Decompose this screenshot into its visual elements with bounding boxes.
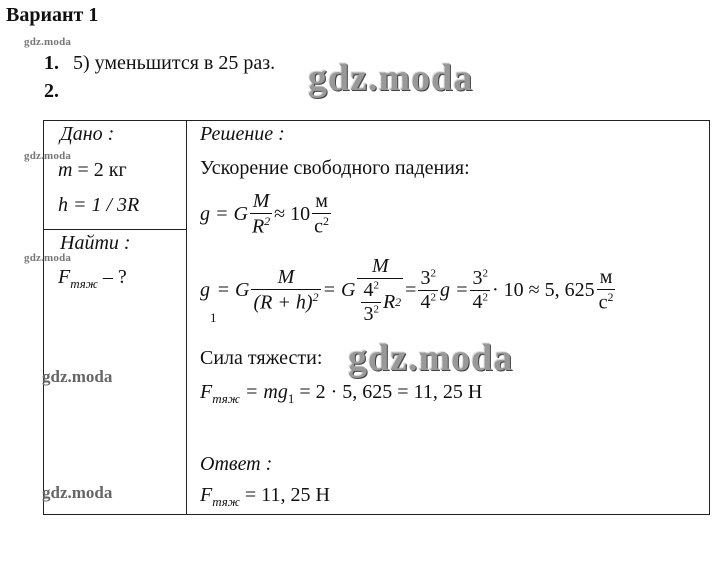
acceleration-heading: Ускорение свободного падения: [200, 157, 470, 179]
table-right-border [709, 120, 710, 515]
variant-title: Вариант 1 [6, 4, 99, 26]
item-text: 5) уменьшится в 25 раз. [73, 52, 276, 74]
answer-label: Ответ : [200, 453, 273, 475]
table-column-divider [186, 120, 187, 515]
given-find-divider [43, 229, 186, 230]
watermark: gdz.moda [24, 252, 72, 264]
answer-item-1 [44, 52, 275, 75]
table-bottom-border [43, 514, 710, 515]
given-label: Дано : [60, 123, 115, 145]
answer-value: $F_{тяж} = 11$, 25 Н [200, 484, 330, 509]
solution-label: Решение : [200, 123, 285, 145]
find-force: $F_{тяж}$ – ? [58, 266, 127, 291]
force-heading: Сила тяжести: [200, 347, 323, 369]
g1-formula: g 1 = G $\frac{M}{(R + h)^2}$ = G M $\frac{4^2}{3^2}$ R 2 = $\frac{3^2}{4^2}$ g = $\frac{3^2}{4^2}$ · 10 ≈ 5, 625 $\frac{м}{с^2}$ [200, 255, 614, 325]
table-top-border [43, 120, 710, 121]
given-mass: m = 2 кг [58, 159, 127, 181]
table-left-border [43, 120, 44, 515]
gravity-formula: g = G $\frac{M}{R^2}$ ≈ 10 $\frac{м}{с^2}$ [200, 190, 330, 238]
watermark: gdz.moda [24, 36, 72, 48]
answer-item-2 [44, 80, 59, 103]
watermark: gdz.moda [348, 337, 514, 379]
watermark: gdz.moda [24, 150, 72, 162]
force-formula: $F_{тяж} = mg_1 = 2 \cdot 5$, 625 = 11, 25 Н [200, 381, 483, 406]
item-number: 2. [44, 80, 59, 102]
find-label: Найти : [60, 232, 131, 254]
item-number: 1. [44, 52, 59, 74]
watermark: gdz.moda [42, 483, 113, 502]
given-height: h = 1 / 3R [58, 194, 140, 216]
watermark: gdz.moda [42, 367, 113, 386]
watermark: gdz.moda [308, 57, 474, 99]
